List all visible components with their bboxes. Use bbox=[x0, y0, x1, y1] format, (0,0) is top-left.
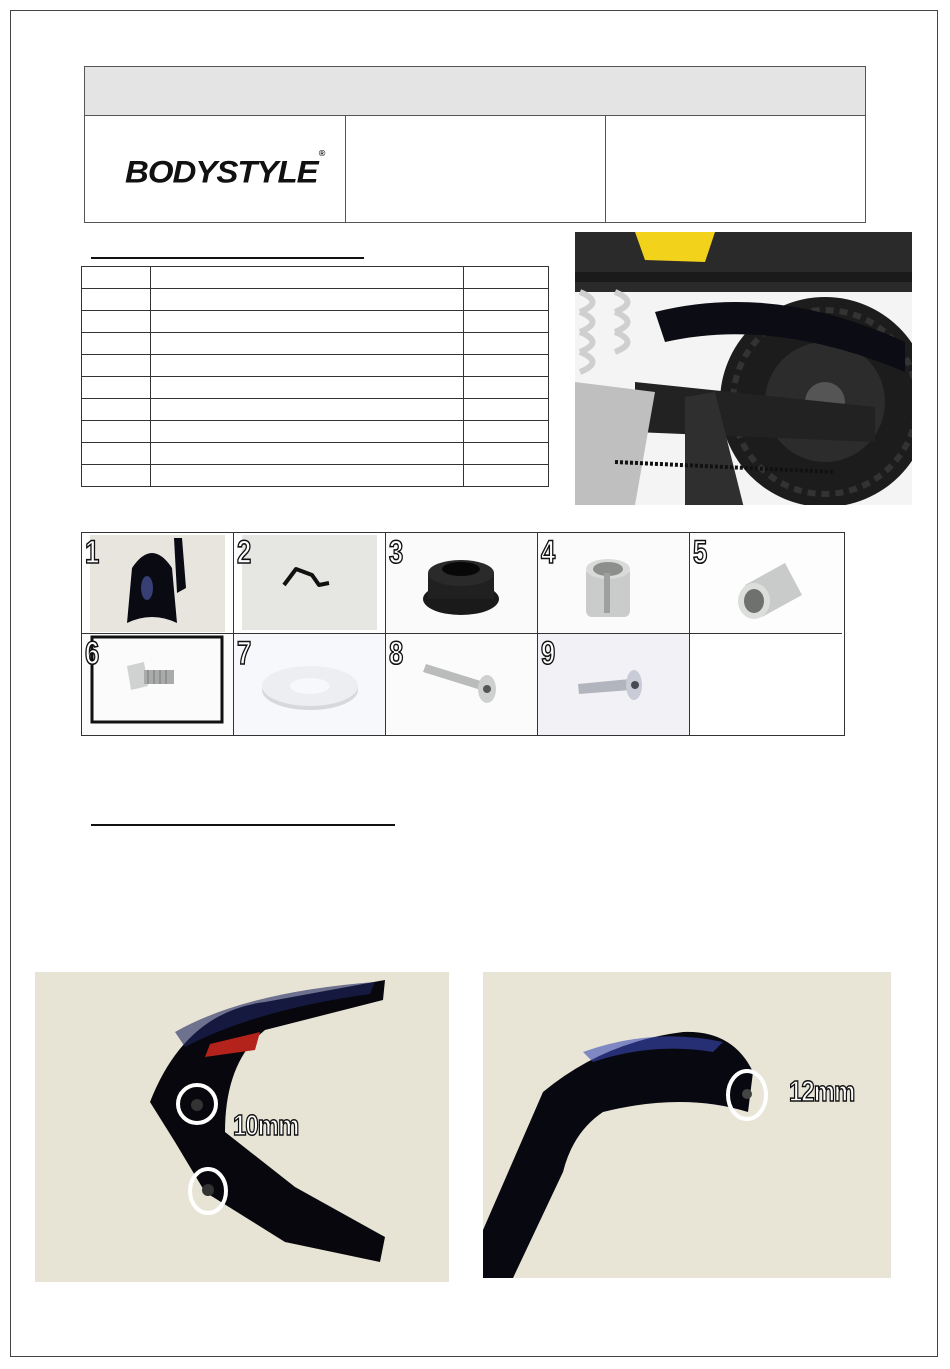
part-number: 9 bbox=[541, 635, 556, 671]
parts-photo-grid bbox=[81, 532, 845, 736]
bodystyle-logo bbox=[125, 148, 325, 190]
motorcycle-rear-wheel-photo bbox=[575, 232, 912, 505]
parts-list-table bbox=[81, 266, 549, 487]
part-number: 3 bbox=[389, 534, 404, 570]
part-cell-7 bbox=[234, 634, 386, 735]
part-cell-4 bbox=[538, 533, 690, 634]
table-row bbox=[82, 421, 549, 443]
registered-mark: ® bbox=[318, 148, 325, 158]
table-row bbox=[82, 465, 549, 487]
section-heading-underline-fitting bbox=[91, 824, 395, 826]
table-row bbox=[82, 289, 549, 311]
header-cell-right bbox=[605, 115, 865, 222]
document-header bbox=[84, 66, 866, 223]
part-cell-5 bbox=[690, 533, 842, 634]
part-cell-3 bbox=[386, 533, 538, 634]
table-row bbox=[82, 311, 549, 333]
header-cell-middle bbox=[345, 115, 606, 222]
part-cell-empty bbox=[690, 634, 842, 735]
table-row bbox=[82, 333, 549, 355]
table-row bbox=[82, 377, 549, 399]
callout-10mm: 10mm bbox=[233, 1110, 299, 1142]
part-number: 1 bbox=[85, 534, 100, 570]
part-number: 2 bbox=[237, 534, 252, 570]
logo-text: BODYSTYLE bbox=[125, 153, 318, 190]
part-number: 8 bbox=[389, 635, 404, 671]
part-number: 5 bbox=[693, 534, 708, 570]
table-row bbox=[82, 443, 549, 465]
part-number: 6 bbox=[85, 635, 100, 671]
part-cell-2 bbox=[234, 533, 386, 634]
part-cell-1 bbox=[82, 533, 234, 634]
part-cell-9 bbox=[538, 634, 690, 735]
header-title-band bbox=[85, 67, 865, 116]
section-heading-underline-parts bbox=[91, 257, 364, 259]
fender-photo-right bbox=[483, 972, 891, 1278]
part-cell-6 bbox=[82, 634, 234, 735]
part-cell-8 bbox=[386, 634, 538, 735]
header-logo-cell bbox=[85, 115, 346, 222]
table-row bbox=[82, 399, 549, 421]
part-number: 4 bbox=[541, 534, 556, 570]
fender-photo-left bbox=[35, 972, 449, 1282]
table-row bbox=[82, 267, 549, 289]
table-row bbox=[82, 355, 549, 377]
callout-12mm: 12mm bbox=[789, 1076, 855, 1108]
part-number: 7 bbox=[237, 635, 252, 671]
